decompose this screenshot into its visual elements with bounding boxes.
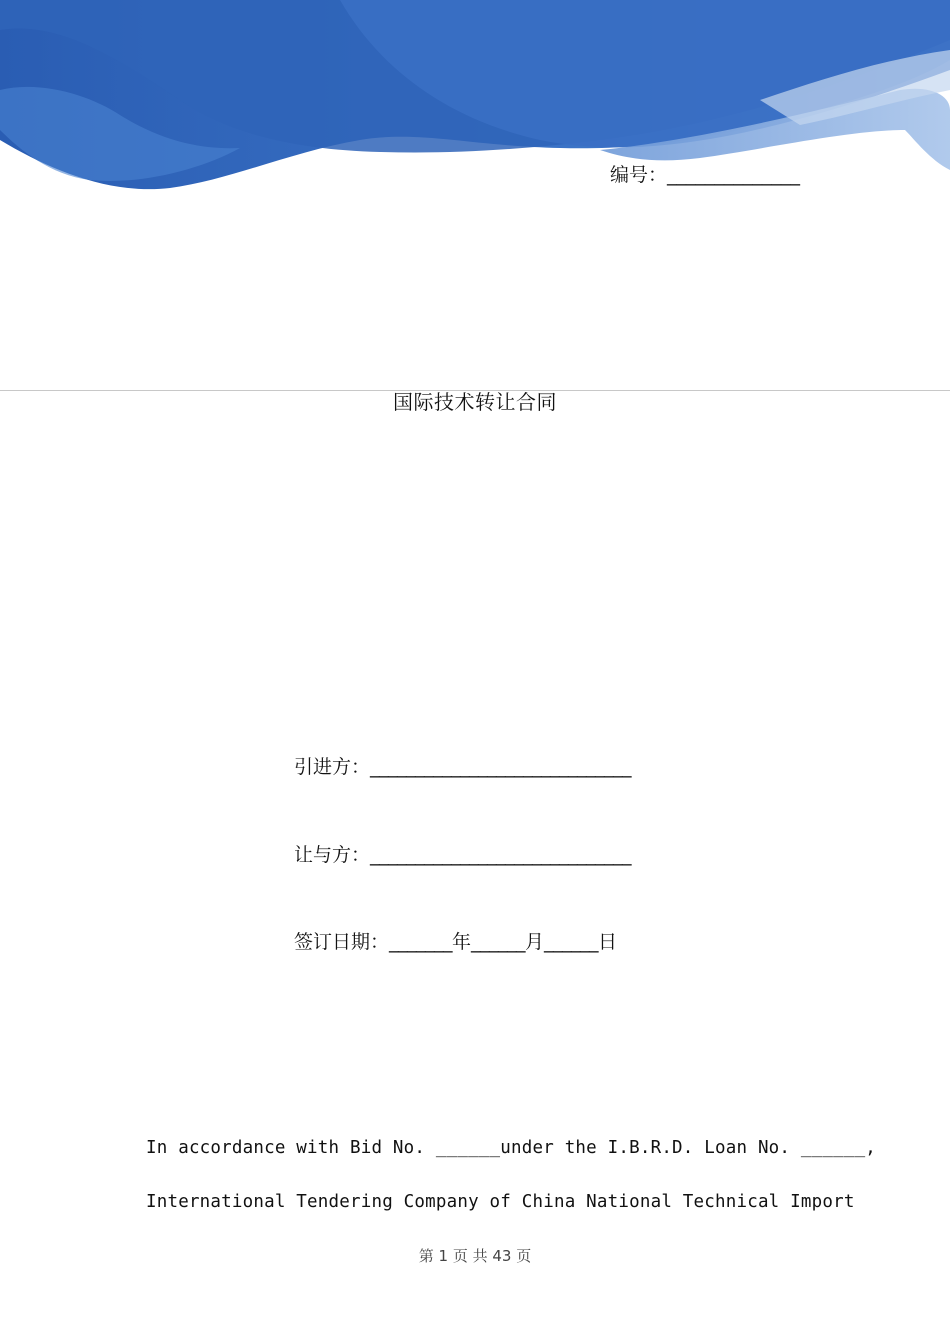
body-paragraph (146, 1121, 877, 1229)
document-title: 国际技术转让合同 (393, 390, 557, 414)
contract-number-label: 编号： (610, 164, 668, 186)
contract-number-field (610, 160, 800, 187)
importer-blank[interactable]: _____________________________ (370, 756, 632, 778)
day-label: 日 (598, 931, 618, 953)
year-blank[interactable]: _______ (389, 931, 453, 953)
importer-label: 引进方： (294, 756, 371, 778)
transferor-blank[interactable]: _____________________________ (370, 844, 632, 866)
page-number-footer: 第 1 页 共 43 页 (418, 1247, 532, 1265)
header-wave-decoration (0, 0, 950, 240)
signing-date-label: 签订日期： (294, 931, 390, 953)
month-label: 月 (525, 931, 545, 953)
body-line-1: In accordance with Bid No. ______under the I.B.R.D. Loan No. ______, (146, 1138, 877, 1158)
day-blank[interactable]: ______ (544, 931, 599, 953)
signing-date-field (294, 927, 617, 954)
body-line-2: International Tendering Company of China National Technical Import (146, 1192, 855, 1212)
transferor-label: 让与方： (294, 844, 371, 866)
transferor-field (294, 840, 631, 867)
contract-number-blank[interactable]: ______________ (667, 164, 801, 186)
year-label: 年 (452, 931, 472, 953)
month-blank[interactable]: ______ (471, 931, 526, 953)
importer-field (294, 752, 631, 779)
